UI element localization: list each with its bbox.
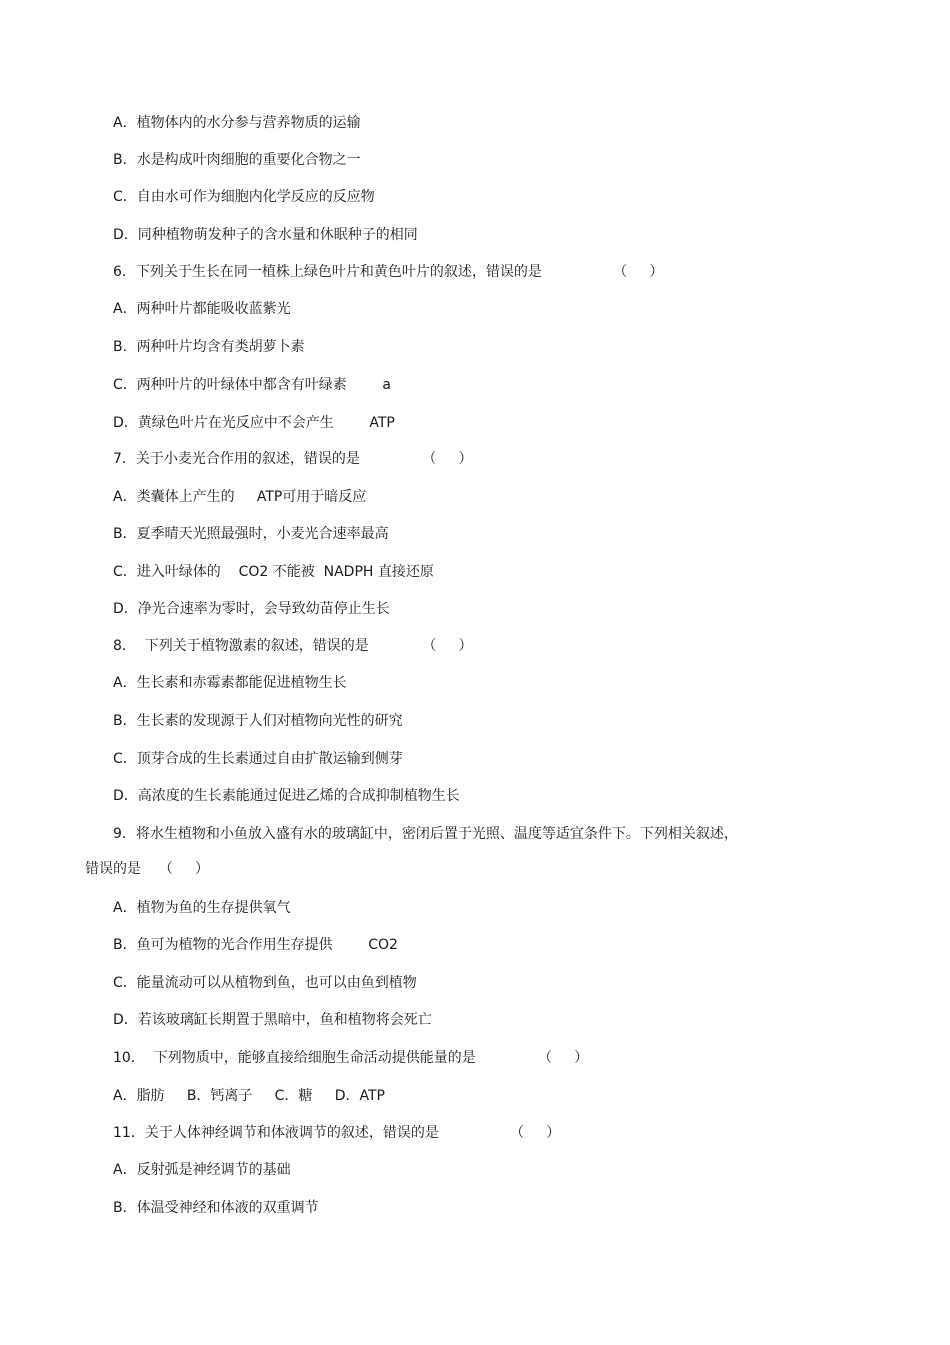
question-10: 10． 下列物质中，能够直接给细胞生命活动提供能量的是 （ ）	[113, 1050, 589, 1066]
option-5d: D．同种植物萌发种子的含水量和休眠种子的相同	[113, 227, 418, 243]
option-9d: D．若该玻璃缸长期置于黑暗中，鱼和植物将会死亡	[113, 1012, 432, 1028]
option-8c: C．顶芽合成的生长素通过自由扩散运输到侧芽	[113, 751, 403, 767]
option-8d: D．高浓度的生长素能通过促进乙烯的合成抑制植物生长	[113, 788, 460, 804]
question-6: 6．下列关于生长在同一植株上绿色叶片和黄色叶片的叙述，错误的是 （ ）	[113, 264, 664, 280]
option-5c: C．自由水可作为细胞内化学反应的反应物	[113, 189, 375, 205]
option-7c: C．进入叶绿体的 CO2 不能被 NADPH 直接还原	[113, 564, 434, 580]
option-9b: B．鱼可为植物的光合作用生存提供 CO2	[113, 937, 398, 953]
option-6a: A．两种叶片都能吸收蓝紫光	[113, 301, 291, 317]
option-6b: B．两种叶片均含有类胡萝卜素	[113, 339, 305, 355]
question-9: 9．将水生植物和小鱼放入盛有水的玻璃缸中，密闭后置于光照、温度等适宜条件下。下列相关叙述，	[113, 826, 738, 842]
option-9c: C．能量流动可以从植物到鱼，也可以由鱼到植物	[113, 975, 417, 991]
option-5b: B．水是构成叶肉细胞的重要化合物之一	[113, 152, 361, 168]
option-8b: B．生长素的发现源于人们对植物向光性的研究	[113, 713, 403, 729]
question-8: 8． 下列关于植物激素的叙述，错误的是 （ ）	[113, 638, 473, 654]
option-7a: A．类囊体上产生的 ATP可用于暗反应	[113, 489, 367, 505]
question-11: 11．关于人体神经调节和体液调节的叙述，错误的是 （ ）	[113, 1125, 561, 1141]
option-5a: A．植物体内的水分参与营养物质的运输	[113, 115, 361, 131]
option-7d: D．净光合速率为零时，会导致幼苗停止生长	[113, 601, 390, 617]
question-9-continued: 错误的是 （ ）	[85, 861, 210, 877]
option-8a: A．生长素和赤霉素都能促进植物生长	[113, 675, 347, 691]
option-11b: B．体温受神经和体液的双重调节	[113, 1200, 319, 1216]
option-9a: A．植物为鱼的生存提供氧气	[113, 900, 291, 916]
option-6c: C．两种叶片的叶绿体中都含有叶绿素 a	[113, 377, 391, 393]
option-7b: B．夏季晴天光照最强时，小麦光合速率最高	[113, 526, 389, 542]
option-6d: D．黄绿色叶片在光反应中不会产生 ATP	[113, 415, 395, 431]
question-7: 7．关于小麦光合作用的叙述，错误的是 （ ）	[113, 451, 473, 467]
options-10: A．脂肪 B．钙离子 C．糖 D．ATP	[113, 1088, 385, 1104]
option-11a: A．反射弧是神经调节的基础	[113, 1162, 291, 1178]
